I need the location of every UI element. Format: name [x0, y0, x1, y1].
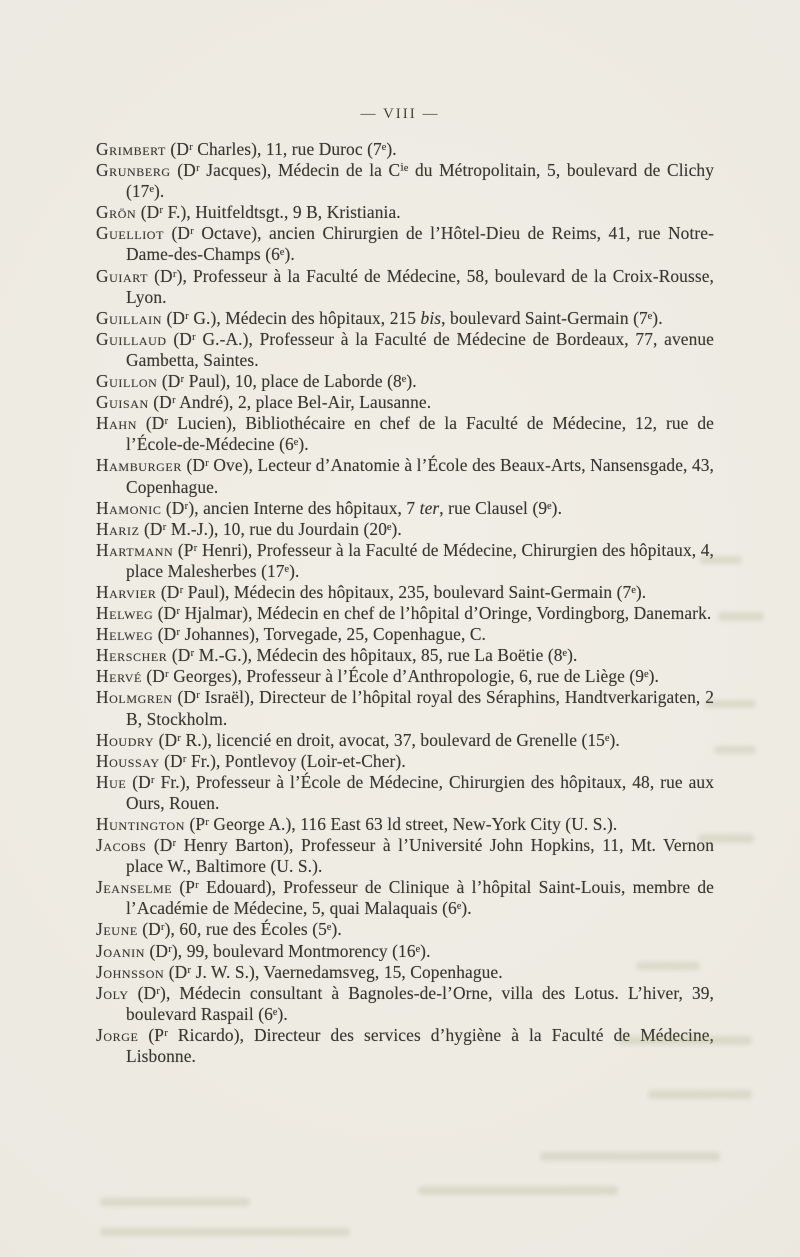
directory-entry	[96, 455, 714, 497]
directory-entry	[96, 624, 714, 645]
directory-entry	[96, 919, 714, 940]
directory-entry	[96, 519, 714, 540]
entry-surname: Jeanselme	[96, 877, 173, 898]
entry-surname: Hartmann	[96, 539, 174, 560]
entry-text-italic: bis	[420, 307, 442, 328]
entry-surname: Guiart	[96, 265, 149, 286]
entry-text: (Dʳ Ove), Lecteur d’Anatomie à l’École des Beaux-Arts, Nansensgade, 43, Copenhague.	[126, 455, 714, 497]
entry-surname: Houdry	[96, 729, 155, 750]
directory-entry	[96, 751, 714, 772]
directory-entry	[96, 266, 714, 308]
ink-bleed-mark	[540, 1152, 720, 1161]
entry-text: (Dʳ), 60, rue des Écoles (5ᵉ).	[137, 919, 342, 940]
entry-surname: Hariz	[96, 518, 140, 539]
entry-text: (Dʳ Georges), Professeur à l’École d’Anthropologie, 6, rue de Liège (9ᵉ).	[141, 666, 659, 687]
entry-surname: Huntington	[96, 814, 185, 834]
directory-entry	[96, 202, 714, 223]
entry-surname: Hamonic	[96, 497, 162, 518]
directory-entry	[96, 645, 714, 666]
directory-entry	[96, 603, 714, 624]
entry-text: (Dʳ), Médecin consultant à Bagnoles-de-l’Orne, villa des Lotus. L’hiver, 39, boulevard Raspail (6ᵉ).	[126, 982, 714, 1024]
entry-text: (Dʳ Johannes), Torvegade, 25, Copenhague, C.	[153, 624, 487, 645]
ink-bleed-mark	[418, 1186, 618, 1195]
entry-surname: Guillaud	[96, 328, 167, 349]
directory-entry	[96, 329, 714, 371]
entry-surname: Johnsson	[96, 961, 165, 982]
directory-entry	[96, 730, 714, 751]
entry-text: (Dʳ Lucien), Bibliothécaire en chef de la Faculté de Médecine, 12, rue de l’École-de-Médecine (6ᵉ).	[126, 413, 714, 455]
directory-entry	[96, 139, 714, 160]
entry-text: , boulevard Saint-Germain (7ᵉ).	[441, 307, 663, 328]
directory-entry	[96, 962, 714, 983]
directory-entry	[96, 392, 714, 413]
entry-surname: Herscher	[96, 645, 168, 666]
entry-text: (Dʳ Octave), ancien Chirurgien de l’Hôtel-Dieu de Reims, 41, rue Notre-Dame-des-Champs (6ᵉ).	[126, 223, 714, 265]
directory-entry	[96, 1025, 714, 1067]
entry-text: (Dʳ Hjalmar), Médecin en chef de l’hôpital d’Oringe, Vordingborg, Danemark.	[153, 603, 712, 624]
directory-entry	[96, 772, 714, 814]
ink-bleed-mark	[648, 1090, 752, 1099]
directory-entry	[96, 308, 714, 329]
entry-surname: Holmgren	[96, 687, 173, 708]
entry-text: (Pʳ Ricardo), Directeur des services d’hygiène à la Faculté de Médecine, Lisbonne.	[126, 1024, 714, 1067]
entry-text: (Dʳ Jacques), Médecin de la Cⁱᵉ du Métropolitain, 5, boulevard de Clichy (17ᵉ).	[126, 160, 714, 202]
entry-text: (Pʳ George A.), 116 East 63 ld street, New-York City (U. S.).	[185, 814, 618, 834]
entry-text: (Dʳ Fr.), Pontlevoy (Loir-et-Cher).	[159, 750, 406, 771]
entry-text: (Dʳ Israël), Directeur de l’hôpital royal des Séraphins, Handtverkarigaten, 2 B, Stockholm.	[126, 687, 714, 729]
entry-surname: Helweg	[96, 603, 154, 624]
entry-surname: Guisan	[96, 392, 149, 413]
directory-entry	[96, 582, 714, 603]
entry-surname: Jacobs	[96, 835, 147, 856]
directory-entry	[96, 983, 714, 1025]
entry-text: (Dʳ M.-J.), 10, rue du Jourdain (20ᵉ).	[139, 518, 402, 539]
entry-text: (Dʳ F.), Huitfeldtsgt., 9 B, Kristiania.	[136, 202, 401, 223]
directory-entry	[96, 540, 714, 582]
entry-text: (Dʳ), Professeur à la Faculté de Médecine, 58, boulevard de la Croix-Rousse, Lyon.	[126, 265, 714, 307]
entry-surname: Grunberg	[96, 160, 171, 181]
entry-text: (Dʳ), ancien Interne des hôpitaux, 7	[161, 497, 420, 518]
directory-entry	[96, 413, 714, 455]
entry-surname: Hahn	[96, 413, 137, 434]
entry-text: (Dʳ Paul), 10, place de Laborde (8ᵉ).	[157, 371, 417, 392]
page-number: — VIII —	[360, 106, 440, 122]
entry-surname: Joanin	[96, 940, 146, 961]
entry-surname: Hervé	[96, 666, 142, 687]
entry-text: (Dʳ G.), Médecin des hôpitaux, 215	[162, 307, 421, 328]
entry-surname: Jeune	[96, 919, 138, 940]
directory-entry	[96, 814, 714, 835]
ink-bleed-mark	[100, 1198, 250, 1206]
entry-text: , rue Clausel (9ᵉ).	[439, 497, 563, 518]
directory-entry	[96, 877, 714, 919]
entry-text: (Dʳ R.), licencié en droit, avocat, 37, boulevard de Grenelle (15ᵉ).	[154, 729, 620, 750]
directory-entry	[96, 498, 714, 519]
directory-entry	[96, 687, 714, 729]
directory-entry	[96, 223, 714, 265]
entry-surname: Helweg	[96, 624, 154, 645]
entry-text: (Dʳ Fr.), Professeur à l’École de Médecine, Chirurgien des hôpitaux, 48, rue aux Ours, Rouen.	[126, 771, 714, 813]
entry-surname: Grön	[96, 202, 137, 223]
entry-text: (Dʳ), 99, boulevard Montmorency (16ᵉ).	[145, 940, 431, 961]
entry-text: (Dʳ Henry Barton), Professeur à l’Université John Hopkins, 11, Mt. Vernon place W., Baltimore (U. S.).	[126, 835, 714, 877]
entry-text: (Dʳ Paul), Médecin des hôpitaux, 235, boulevard Saint-Germain (7ᵉ).	[156, 581, 647, 602]
entry-surname: Joly	[96, 982, 129, 1003]
entry-text: (Dʳ M.-G.), Médecin des hôpitaux, 85, rue La Boëtie (8ᵉ).	[167, 645, 578, 666]
entry-text: (Pʳ Edouard), Professeur de Clinique à l’hôpital Saint-Louis, membre de l’Académie de Médecine, 5, quai Malaquais (6ᵉ).	[126, 877, 714, 919]
directory-list	[96, 139, 714, 1067]
directory-entry	[96, 666, 714, 687]
entry-surname: Hamburger	[96, 455, 182, 476]
entry-text-italic: ter	[419, 497, 440, 518]
entry-text: (Dʳ Charles), 11, rue Duroc (7ᵉ).	[165, 139, 397, 159]
ink-bleed-mark	[714, 746, 756, 754]
ink-bleed-mark	[100, 1228, 350, 1236]
entry-text: (Dʳ G.-A.), Professeur à la Faculté de Médecine de Bordeaux, 77, avenue Gambetta, Saintes.	[126, 328, 714, 370]
entry-surname: Harvier	[96, 581, 157, 602]
entry-text: (Dʳ André), 2, place Bel-Air, Lausanne.	[148, 392, 432, 413]
entry-surname: Guillain	[96, 307, 163, 328]
entry-text: (Dʳ J. W. S.), Vaernedamsveg, 15, Copenhague.	[164, 961, 503, 982]
entry-surname: Guelliot	[96, 223, 165, 244]
entry-text: (Pʳ Henri), Professeur à la Faculté de Médecine, Chirurgien des hôpitaux, 4, place Malesherbes (17ᵉ).	[126, 539, 714, 581]
entry-surname: Guillon	[96, 371, 158, 392]
entry-surname: Houssay	[96, 750, 160, 771]
directory-entry	[96, 941, 714, 962]
directory-entry	[96, 371, 714, 392]
directory-entry	[96, 160, 714, 202]
directory-entry	[96, 835, 714, 877]
ink-bleed-mark	[718, 612, 764, 621]
entry-surname: Grimbert	[96, 139, 166, 159]
entry-surname: Jorge	[96, 1024, 139, 1045]
entry-surname: Hue	[96, 771, 127, 792]
